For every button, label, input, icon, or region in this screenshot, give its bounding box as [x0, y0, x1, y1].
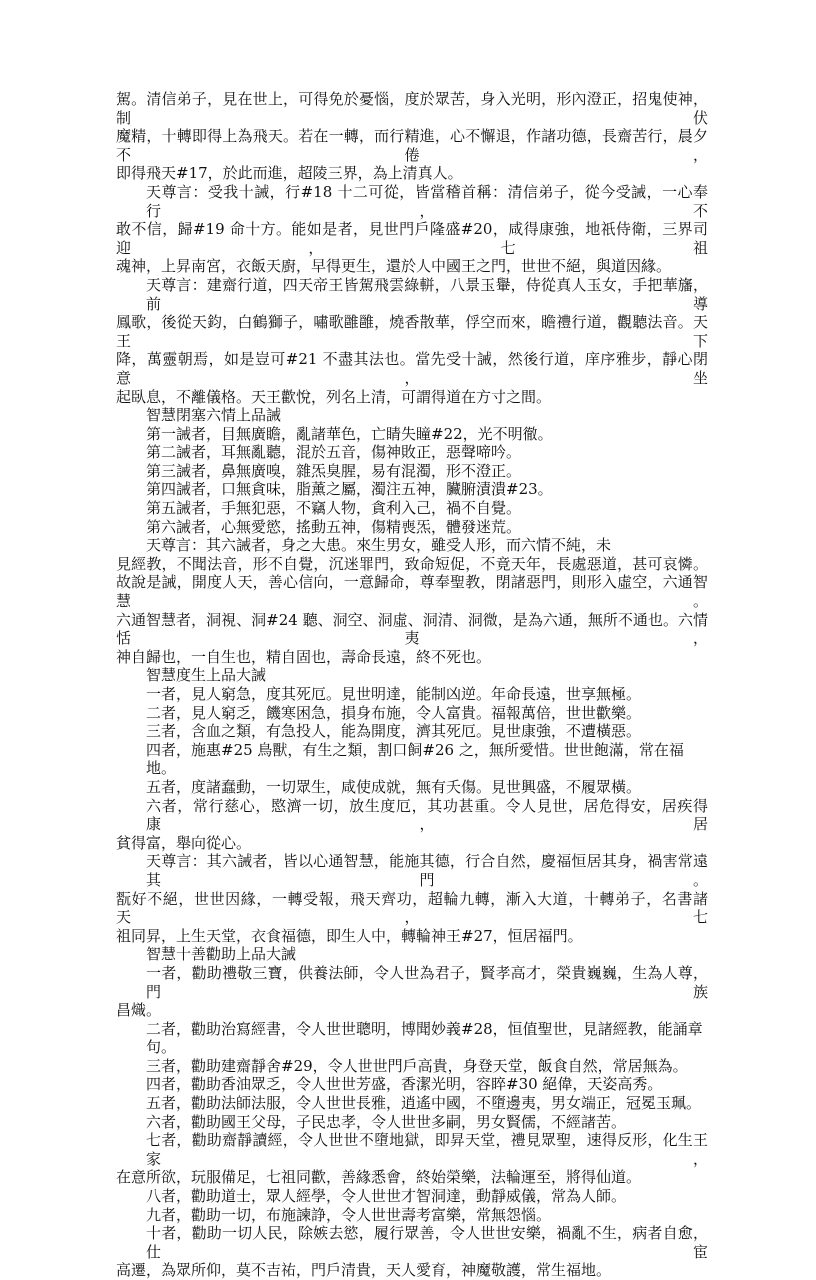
text-line: 即得飛天#17，於此而進，超陵三界，為上清真人。 [116, 164, 463, 183]
text-line: 第五誡者，手無犯惡，不竊人物，貪利入己，禍不自覺。 [146, 499, 522, 518]
text-line: 一者，勸助禮敬三寶，供養法師，令人世為君子，賢孝高才，榮貴巍巍，生為人尊，門族 [146, 963, 708, 1001]
text-line: 五者，度諸蠢動，一切眾生，咸使成就，無有夭傷。見世興盛，不履眾橫。 [146, 777, 642, 796]
text-line: 貧得富，舉向從心。 [116, 833, 252, 852]
text-line: 第二誡者，耳無亂聽，混於五音，傷神敗正，惡聲啼吟。 [146, 443, 522, 462]
text-line: 四者，施惠#25 鳥獸，有生之類，割口飼#26 之，無所愛惜。世世飽滿，常在福地。 [146, 740, 684, 778]
text-line: 第三誡者，鼻無廣嗅，雜炁臭腥，易有混濁，形不澄正。 [146, 461, 522, 480]
text-line: 三者，勸助建齋靜舍#29，令人世世門戶高貴，身登天堂，飯食自然，常居無為。 [146, 1056, 688, 1075]
text-line: 昌熾。 [116, 1001, 162, 1020]
text-line: 故說是誡，開度人天，善心信向，一意歸命，尊奉聖教，閉諸惡門，則形入虛空，六通智慧。 [116, 573, 708, 611]
text-line: 神自歸也，一自生也，精自固也，壽命長遠，終不死也。 [116, 647, 492, 666]
text-line: 翫好不絕，世世因緣，一轉受報，飛天齊功，超輪九轉，漸入大道，十轉弟子，名書諸天，七 [116, 889, 708, 927]
section-heading: 智慧閉塞六情上品誡 [146, 406, 282, 425]
text-line: 五者，勸助法師法服，令人世世長雅，逍遙中國，不墮邊夷，男女端正，冠冕玉珮。 [146, 1094, 702, 1113]
text-line: 見經教，不聞法音，形不自覺，沉迷罪門，致命短促，不竟天年，長處惡道，甚可哀憐。 [116, 554, 708, 573]
text-line: 鳳歌，後從天鈞，白鶴獅子，嘯歌雝雝，燒香散華，俘空而來，瞻禮行道，觀聽法音。天王下 [116, 313, 708, 350]
text-line: 在意所欲，玩服備足，七祖同歡，善緣悉會，終始榮樂，法輪運至，將得仙道。 [116, 1168, 642, 1187]
text-line: 降，萬靈朝焉，如是豈可#21 不盡其法也。當先受十誡，然後行道，庠序雅步，靜心閉意，坐 [116, 350, 708, 387]
document-body [116, 90, 708, 1280]
text-line: 九者，勸助一切，布施諫諍，令人世世壽考富樂，常無怨惱。 [146, 1205, 552, 1224]
text-line: 第六誡者，心無愛慾，搖動五神，傷精喪炁，體發迷荒。 [146, 517, 522, 536]
text-line: 十者，勸助一切人民，除嫉去慾，履行眾善，令人世世安樂，禍亂不生，病者自愈，仕宦 [146, 1224, 708, 1261]
text-line: 七者，勸助齋靜讀經，令人世世不墮地獄，即昇天堂，禮見眾聖，速得反形，化生王家， [146, 1131, 708, 1168]
text-line: 六通智慧者，洞視、洞#24 聽、洞空、洞虛、洞清、洞微，是為六通，無所不通也。六情恬夷， [116, 610, 708, 648]
text-line: 二者，勸助治寫經書，令人世世聰明，博聞妙義#28，恒值聖世，見諸經教，能誦章句。 [146, 1019, 703, 1057]
text-line: 駕。清信弟子，見在世上，可得免於憂惱，度於眾苦，身入光明，形內澄正，招鬼使神，制伏 [116, 90, 708, 127]
text-line: 第一誡者，目無廣瞻，亂諸華色，亡睛失瞳#22，光不明徹。 [146, 424, 553, 443]
text-line: 二者，見人窮乏，饑寒困急，損身布施，令人富貴。福報萬倍，世世歡樂。 [146, 703, 642, 722]
text-line: 起臥息，不離儀格。天王歡悅，列名上清，可謂得道在方寸之間。 [116, 387, 552, 406]
section-heading: 智慧度生上品大誡 [146, 666, 267, 685]
text-line: 天尊言：其六誡者，皆以心通智慧，能施其德，行合自然，慶福恒居其身，禍害常遠其門。 [146, 852, 708, 889]
text-line: 天尊言：其六誡者，身之大患。來生男女，雖受人形，而六情不純，未 [146, 536, 612, 555]
text-line: 三者，含血之類，有急投人，能為開度，濟其死厄。見世康強，不遭橫惡。 [146, 722, 642, 741]
text-line: 一者，見人窮急，度其死厄。見世明達，能制凶逆。年命長遠，世享無極。 [146, 685, 642, 703]
text-line: 六者，勸助國王父母，子民忠孝，令人世世多嗣，男女賢儒，不經諸苦。 [146, 1112, 627, 1131]
text-line: 天尊言：受我十誡，行#18 十二可從，皆當稽首稱：清信弟子，從今受誡，一心奉行，不 [146, 182, 708, 220]
text-line: 魔精，十轉即得上為飛天。若在一轉，而行精進，心不懈退，作諸功德，長齋苦行，晨夕不倦， [116, 127, 708, 164]
text-line: 祖同昇，上生天堂，衣食福德，即生人中，轉輪神王#27，恒居福門。 [116, 926, 583, 945]
text-line: 魂神，上昇南宮，衣飯天廚，早得更生，還於人中國王之門，世世不絕，與道因緣。 [116, 257, 672, 276]
text-line: 高遷，為眾所仰，莫不吉祐，門戶清貴，天人愛育，神魔敬護，常生福地。 [116, 1261, 612, 1280]
text-line: 四者，勸助香油眾乏，令人世世芳盛，香潔光明，容睟#30 絕偉，天姿高秀。 [146, 1075, 663, 1094]
section-heading: 智慧十善勸助上品大誡 [146, 945, 297, 964]
text-line: 第四誡者，口無貪味，脂薰之屬，濁注五神，臟腑漬潰#23。 [146, 480, 553, 499]
text-line: 八者，勸助道士，眾人經學，令人世世才智洞達，動靜威儀，常為人師。 [146, 1187, 627, 1206]
text-line: 六者，常行慈心，愍濟一切，放生度厄，其功甚重。令人見世，居危得安，居疾得康，居 [146, 796, 708, 834]
text-line: 天尊言：建齋行道，四天帝王皆駕飛雲綠軿，八景玉轝，侍從真人玉女，手把華旛，前導 [146, 275, 708, 313]
text-line: 敢不信，歸#19 命十方。能如是者，見世門戶隆盛#20，咸得康強，地祇侍衛，三界司迎，七祖 [116, 220, 708, 257]
